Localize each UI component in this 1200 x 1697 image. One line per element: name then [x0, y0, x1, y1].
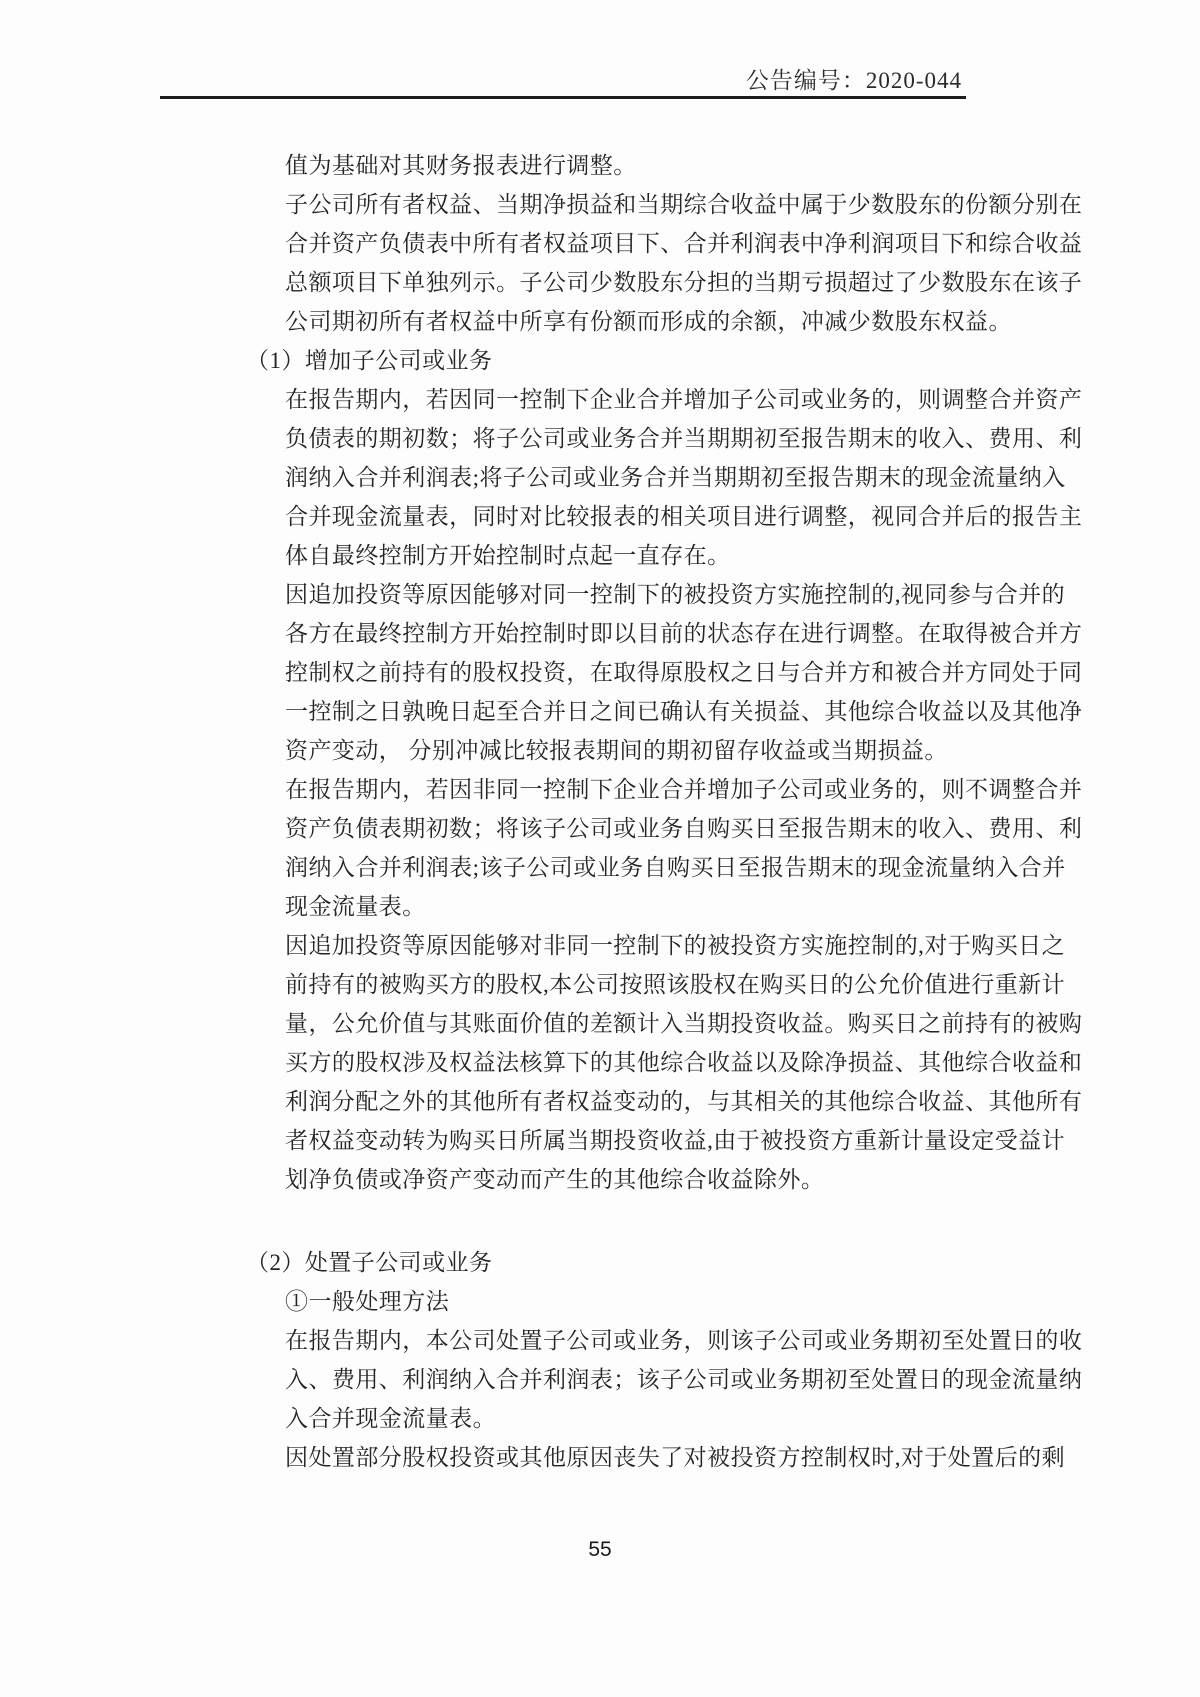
text-line: 资产变动， 分别冲减比较报表期间的期初留存收益或当期损益。: [285, 738, 948, 763]
text-line: 公司期初所有者权益中所享有份额而形成的余额，冲减少数股东权益。: [285, 309, 1012, 334]
section-heading: （1）增加子公司或业务: [246, 348, 493, 373]
text-line: 买方的股权涉及权益法核算下的其他综合收益以及除净损益、其他综合收益和: [285, 1050, 1083, 1075]
text-line: 在报告期内，若因同一控制下企业合并增加子公司或业务的，则调整合并资产: [285, 387, 1083, 412]
text-line: 在报告期内，若因非同一控制下企业合并增加子公司或业务的，则不调整合并: [285, 777, 1083, 802]
text-line: 入、费用、利润纳入合并利润表；该子公司或业务期初至处置日的现金流量纳: [285, 1367, 1083, 1392]
text-line: 入合并现金流量表。: [285, 1406, 497, 1431]
text-line: 利润分配之外的其他所有者权益变动的，与其相关的其他综合收益、其他所有: [285, 1089, 1083, 1114]
header-rule: [160, 96, 966, 99]
text-line: 因处置部分股权投资或其他原因丧失了对被投资方控制权时,对于处置后的剩: [285, 1445, 1066, 1470]
text-line: 总额项目下单独列示。子公司少数股东分担的当期亏损超过了少数股东在该子: [285, 270, 1083, 295]
text-line: 因追加投资等原因能够对同一控制下的被投资方实施控制的,视同参与合并的: [285, 582, 1066, 607]
text-line: 负债表的期初数；将子公司或业务合并当期期初至报告期末的收入、费用、利: [285, 426, 1083, 451]
text-line: 划净负债或净资产变动而产生的其他综合收益除外。: [285, 1167, 825, 1192]
text-line: 现金流量表。: [285, 894, 426, 919]
text-line: 一控制之日孰晚日起至合并日之间已确认有关损益、其他综合收益以及其他净: [285, 699, 1083, 724]
text-line: 量，公允价值与其账面价值的差额计入当期投资收益。购买日之前持有的被购: [285, 1011, 1083, 1036]
text-line: 各方在最终控制方开始控制时即以目前的状态存在进行调整。在取得被合并方: [285, 621, 1083, 646]
text-line: 体自最终控制方开始控制时点起一直存在。: [285, 543, 731, 568]
text-line: 值为基础对其财务报表进行调整。: [285, 153, 637, 178]
text-line: 润纳入合并利润表;该子公司或业务自购买日至报告期末的现金流量纳入合并: [285, 855, 1066, 880]
text-line: ①一般处理方法: [285, 1289, 450, 1314]
text-line: 合并现金流量表，同时对比较报表的相关项目进行调整，视同合并后的报告主: [285, 504, 1083, 529]
text-line: 子公司所有者权益、当期净损益和当期综合收益中属于少数股东的份额分别在: [285, 192, 1083, 217]
text-line: 前持有的被购买方的股权,本公司按照该股权在购买日的公允价值进行重新计: [285, 972, 1066, 997]
text-line: 在报告期内，本公司处置子公司或业务，则该子公司或业务期初至处置日的收: [285, 1328, 1083, 1353]
text-line: 合并资产负债表中所有者权益项目下、合并利润表中净利润项目下和综合收益: [285, 231, 1083, 256]
text-line: 者权益变动转为购买日所属当期投资收益,由于被投资方重新计量设定受益计: [285, 1128, 1066, 1153]
page-number: 55: [588, 1538, 612, 1561]
text-line: 控制权之前持有的股权投资，在取得原股权之日与合并方和被合并方同处于同: [285, 660, 1083, 685]
page-header: [160, 62, 962, 95]
document-body: [244, 146, 1083, 1477]
announcement-number: 公告编号：2020-044: [745, 68, 962, 93]
paragraph-spacer: [244, 1199, 970, 1243]
section-heading: （2）处置子公司或业务: [246, 1250, 493, 1275]
page-footer: [0, 1538, 1200, 1562]
text-line: 润纳入合并利润表;将子公司或业务合并当期期初至报告期末的现金流量纳入: [285, 465, 1066, 490]
text-line: 因追加投资等原因能够对非同一控制下的被投资方实施控制的,对于购买日之: [285, 933, 1066, 958]
text-line: 资产负债表期初数；将该子公司或业务自购买日至报告期末的收入、费用、利: [285, 816, 1083, 841]
